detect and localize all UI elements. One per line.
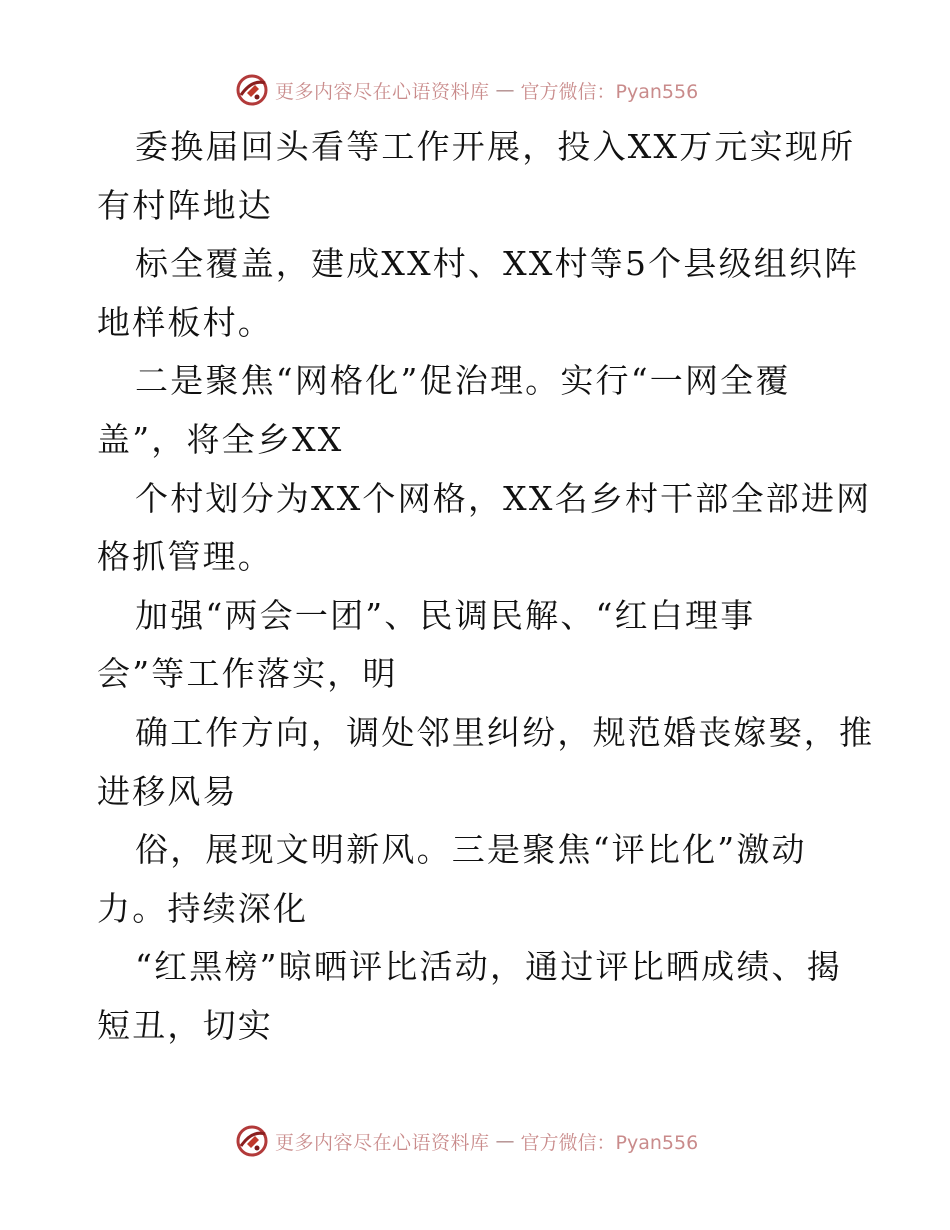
text-line: 短丑，切实 [97, 1005, 273, 1045]
footer-site-name: 更多内容尽在心语资料库 [275, 1131, 490, 1154]
body-text [97, 118, 875, 1056]
text-line: 盖”，将全乡XX [97, 419, 344, 459]
footer-account: 官方微信：Pyan556 [520, 1131, 699, 1154]
text-line: 确工作方向，调处邻里纠纷，规范婚丧嫁娶，推 [135, 712, 875, 752]
header-banner [235, 72, 698, 108]
header-site-name: 更多内容尽在心语资料库 [275, 80, 490, 103]
text-line: 会”等工作落实，明 [97, 654, 398, 694]
text-line: 进移风易 [97, 771, 238, 811]
text-line: 有村阵地达 [97, 185, 273, 225]
text-line: 力。持续深化 [97, 888, 309, 928]
text-line: 个村划分为XX个网格，XX名乡村干部全部进网 [135, 478, 872, 518]
text-line: 格抓管理。 [97, 537, 273, 577]
seal-logo-icon [235, 73, 269, 107]
footer-separator: — [495, 1130, 515, 1152]
text-line: 俗，展现文明新风。三是聚焦“评比化”激动 [135, 830, 807, 870]
header-separator: — [495, 79, 515, 101]
seal-logo-icon [235, 1124, 269, 1158]
text-line: 委换届回头看等工作开展，投入XX万元实现所 [135, 127, 856, 166]
text-line: 地样板村。 [97, 302, 273, 342]
text-line: “红黑榜”晾晒评比活动，通过评比晒成绩、揭 [135, 947, 842, 987]
footer-banner [235, 1123, 698, 1159]
header-account: 官方微信：Pyan556 [520, 80, 699, 103]
text-line: 加强“两会一团”、民调民解、“红白理事 [135, 595, 756, 635]
text-line: 标全覆盖，建成XX村、XX村等5个县级组织阵 [135, 244, 860, 284]
text-line: 二是聚焦“网格化”促治理。实行“一网全覆 [135, 361, 791, 401]
